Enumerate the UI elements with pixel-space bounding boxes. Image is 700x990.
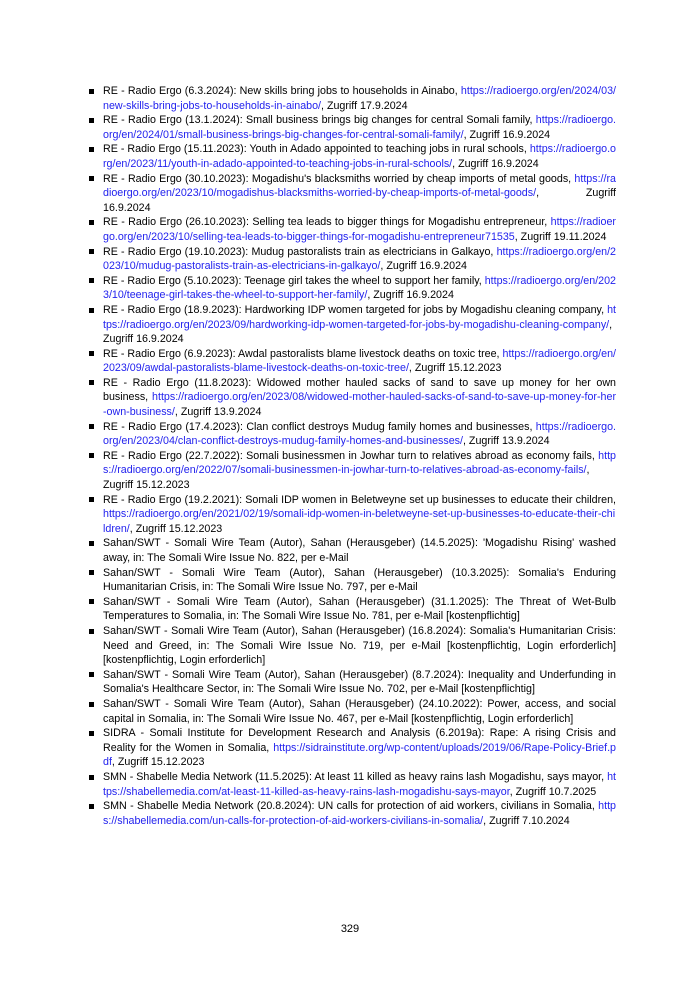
reference-text: , Zugriff 15.12.2023	[111, 756, 205, 769]
reference-text: , Zugriff 15.12.2023	[408, 362, 502, 375]
reference-entry	[88, 303, 616, 347]
reference-text: , Zugriff 7.10.2024	[483, 814, 570, 827]
reference-text: SMN - Shabelle Media Network (20.8.2024): UN calls for protection of aid workers, civilians in Somalia,	[103, 800, 599, 813]
reference-link[interactable]: https://radioergo.org/en/2023/11/youth-in-adado-appointed-to-teaching-jobs-in-rural-schools/	[103, 143, 616, 170]
reference-entry	[88, 420, 616, 449]
reference-entry	[88, 245, 616, 274]
reference-entry	[88, 668, 616, 697]
reference-text: , Zugriff 16.9.2024	[103, 187, 616, 214]
reference-link[interactable]: https://radioergo.org/en/2021/02/19/somali-idp-women-in-beletweyne-set-up-businesses-to-educate-their-children/	[103, 508, 616, 535]
reference-link[interactable]: https://radioergo.org/en/2023/08/widowed-mother-hauled-sacks-of-sand-to-save-up-money-for-her-own-business/	[103, 391, 616, 419]
reference-entry	[88, 566, 616, 595]
reference-text: , Zugriff 17.9.2024	[321, 99, 408, 112]
reference-entry	[88, 347, 616, 376]
reference-text: RE - Radio Ergo (15.11.2023): Youth in Adado appointed to teaching jobs in rural schools,	[103, 143, 530, 156]
reference-text: , Zugriff 16.9.2024	[452, 157, 539, 170]
page-number: 329	[340, 923, 360, 935]
reference-text: Sahan/SWT - Somali Wire Team (Autor), Sahan (Herausgeber) (8.7.2024): Inequality and Underfunding in Somalia's Healthcare Sector, in: The Somali Wire Issue No. 702, per e-Mail [kostenpflichtig]	[103, 668, 616, 696]
reference-link[interactable]: https://radioergo.org/en/2023/10/selling-tea-leads-to-bigger-things-for-mogadishu-entrepreneur71535	[103, 216, 616, 243]
reference-text: SIDRA - Somali Institute for Development Research and Analysis (6.2019a): Rape: A rising Crisis and Reality for the Women in Somalia,	[103, 727, 616, 754]
reference-text: Sahan/SWT - Somali Wire Team (Autor), Sahan (Herausgeber) (31.1.2025): The Threat of Wet-Bulb Temperatures to Somalia, in: The Somali Wire Issue No. 781, per e-Mail [kostenpflichtig]	[103, 595, 616, 623]
reference-link[interactable]: https://radioergo.org/en/2024/03/new-skills-bring-jobs-to-households-in-ainabo/	[103, 85, 616, 112]
reference-text: RE - Radio Ergo (22.7.2022): Somali businessmen in Jowhar turn to relatives abroad as economy fails,	[103, 449, 599, 462]
reference-text: , Zugriff 13.9.2024	[174, 406, 262, 419]
reference-entry	[88, 624, 616, 668]
reference-entry	[88, 215, 616, 244]
reference-text: , Zugriff 16.9.2024	[367, 289, 454, 302]
reference-text: , Zugriff 19.11.2024	[514, 230, 607, 243]
reference-link[interactable]: https://radioergo.org/en/2023/09/hardworking-idp-women-targeted-for-jobs-by-mogadishu-cleaning-company/	[103, 303, 616, 331]
reference-text: , Zugriff 16.9.2024	[380, 260, 467, 273]
reference-text: RE - Radio Ergo (18.9.2023): Hardworking IDP women targeted for jobs by Mogadishu cleaning company,	[103, 303, 608, 316]
reference-entry	[88, 274, 616, 303]
reference-text: , Zugriff 10.7.2025	[509, 785, 597, 798]
reference-link[interactable]: https://radioergo.org/en/2023/10/mudug-pastoralists-train-as-electricians-in-galkayo/	[103, 245, 616, 273]
reference-entry	[88, 697, 616, 726]
reference-text: RE - Radio Ergo (6.3.2024): New skills bring jobs to households in Ainabo,	[103, 85, 461, 97]
reference-link[interactable]: https://radioergo.org/en/2023/10/mogadishus-blacksmiths-worried-by-cheap-imports-of-metal-goods/	[103, 172, 616, 200]
reference-entry	[88, 536, 616, 565]
reference-entry	[88, 84, 616, 113]
reference-text: RE - Radio Ergo (26.10.2023): Selling tea leads to bigger things for Mogadishu entrepreneur,	[103, 216, 551, 229]
reference-text: , Zugriff 16.9.2024	[103, 318, 613, 346]
reference-text: RE - Radio Ergo (30.10.2023): Mogadishu's blacksmiths worried by cheap imports of metal goods,	[103, 172, 575, 185]
reference-entry	[88, 142, 616, 171]
reference-text: , Zugriff 13.9.2024	[462, 435, 550, 448]
reference-entry	[88, 376, 616, 420]
reference-text: , Zugriff 16.9.2024	[463, 128, 551, 141]
reference-entry	[88, 113, 616, 142]
reference-text: , Zugriff 15.12.2023	[129, 522, 223, 535]
reference-entry	[88, 595, 616, 624]
reference-link[interactable]: https://shabellemedia.com/un-calls-for-protection-of-aid-workers-civilians-in-somalia/	[103, 800, 616, 827]
reference-text: SMN - Shabelle Media Network (11.5.2025): At least 11 killed as heavy rains lash Mogadishu, says mayor,	[103, 770, 608, 783]
reference-list	[88, 84, 616, 828]
reference-link[interactable]: https://radioergo.org/en/2023/10/teenage-girl-takes-the-wheel-to-support-her-family/	[103, 274, 616, 302]
reference-link[interactable]: https://shabellemedia.com/at-least-11-killed-as-heavy-rains-lash-mogadishu-says-mayor	[103, 770, 616, 798]
reference-text: Sahan/SWT - Somali Wire Team (Autor), Sahan (Herausgeber) (24.10.2022): Power, access, and social capital in Somalia, in: The Somali Wire Issue No. 467, per e-Mail [kostenpflichtig, Login erforderlich]	[103, 697, 616, 725]
reference-entry	[88, 493, 616, 537]
reference-entry	[88, 770, 616, 799]
reference-text: RE - Radio Ergo (17.4.2023): Clan conflict destroys Mudug family homes and businesses,	[103, 420, 536, 433]
reference-text: RE - Radio Ergo (11.8.2023): Widowed mother hauled sacks of sand to save up money for her own business,	[103, 376, 616, 404]
reference-link[interactable]: https://radioergo.org/en/2022/07/somali-businessmen-in-jowhar-turn-to-relatives-abroad-as-economy-fails/	[103, 449, 616, 477]
reference-link[interactable]: https://sidrainstitute.org/wp-content/uploads/2019/06/Rape-Policy-Brief.pdf	[103, 741, 616, 769]
reference-link[interactable]: https://radioergo.org/en/2023/09/awdal-pastoralists-blame-livestock-deaths-on-toxic-tree/	[103, 347, 616, 375]
reference-text: , Zugriff 15.12.2023	[103, 464, 590, 492]
reference-text: RE - Radio Ergo (19.10.2023): Mudug pastoralists train as electricians in Galkayo,	[103, 245, 497, 258]
reference-text: Sahan/SWT - Somali Wire Team (Autor), Sahan (Herausgeber) (14.5.2025): 'Mogadishu Rising' washed away, in: The Somali Wire Issue No. 822, per e-Mail	[103, 537, 616, 564]
reference-entry	[88, 726, 616, 770]
reference-text: RE - Radio Ergo (6.9.2023): Awdal pastoralists blame livestock deaths on toxic tree,	[103, 347, 503, 360]
reference-link[interactable]: https://radioergo.org/en/2024/01/small-business-brings-big-changes-for-central-somali-family/	[103, 114, 616, 141]
reference-entry	[88, 799, 616, 828]
reference-text: RE - Radio Ergo (5.10.2023): Teenage girl takes the wheel to support her family,	[103, 274, 485, 287]
reference-text: RE - Radio Ergo (13.1.2024): Small business brings big changes for central Somali family,	[103, 114, 536, 127]
reference-entry	[88, 449, 616, 493]
reference-link[interactable]: https://radioergo.org/en/2023/04/clan-conflict-destroys-mudug-family-homes-and-businesses/	[103, 420, 616, 448]
reference-text: Sahan/SWT - Somali Wire Team (Autor), Sahan (Herausgeber) (16.8.2024): Somalia's Humanitarian Crisis: Need and Greed, in: The Somali Wire Issue No. 719, per e-Mail [kostenpflichtig, Login erforderlich] [kostenpflichtig, Login erforderlich]	[103, 624, 616, 667]
reference-entry	[88, 172, 616, 216]
reference-text: RE - Radio Ergo (19.2.2021): Somali IDP women in Beletweyne set up businesses to educate their children,	[103, 493, 616, 506]
reference-text: Sahan/SWT - Somali Wire Team (Autor), Sahan (Herausgeber) (10.3.2025): Somalia's Enduring Humanitarian Crisis, in: The Somali Wire Issue No. 797, per e-Mail	[103, 566, 616, 594]
